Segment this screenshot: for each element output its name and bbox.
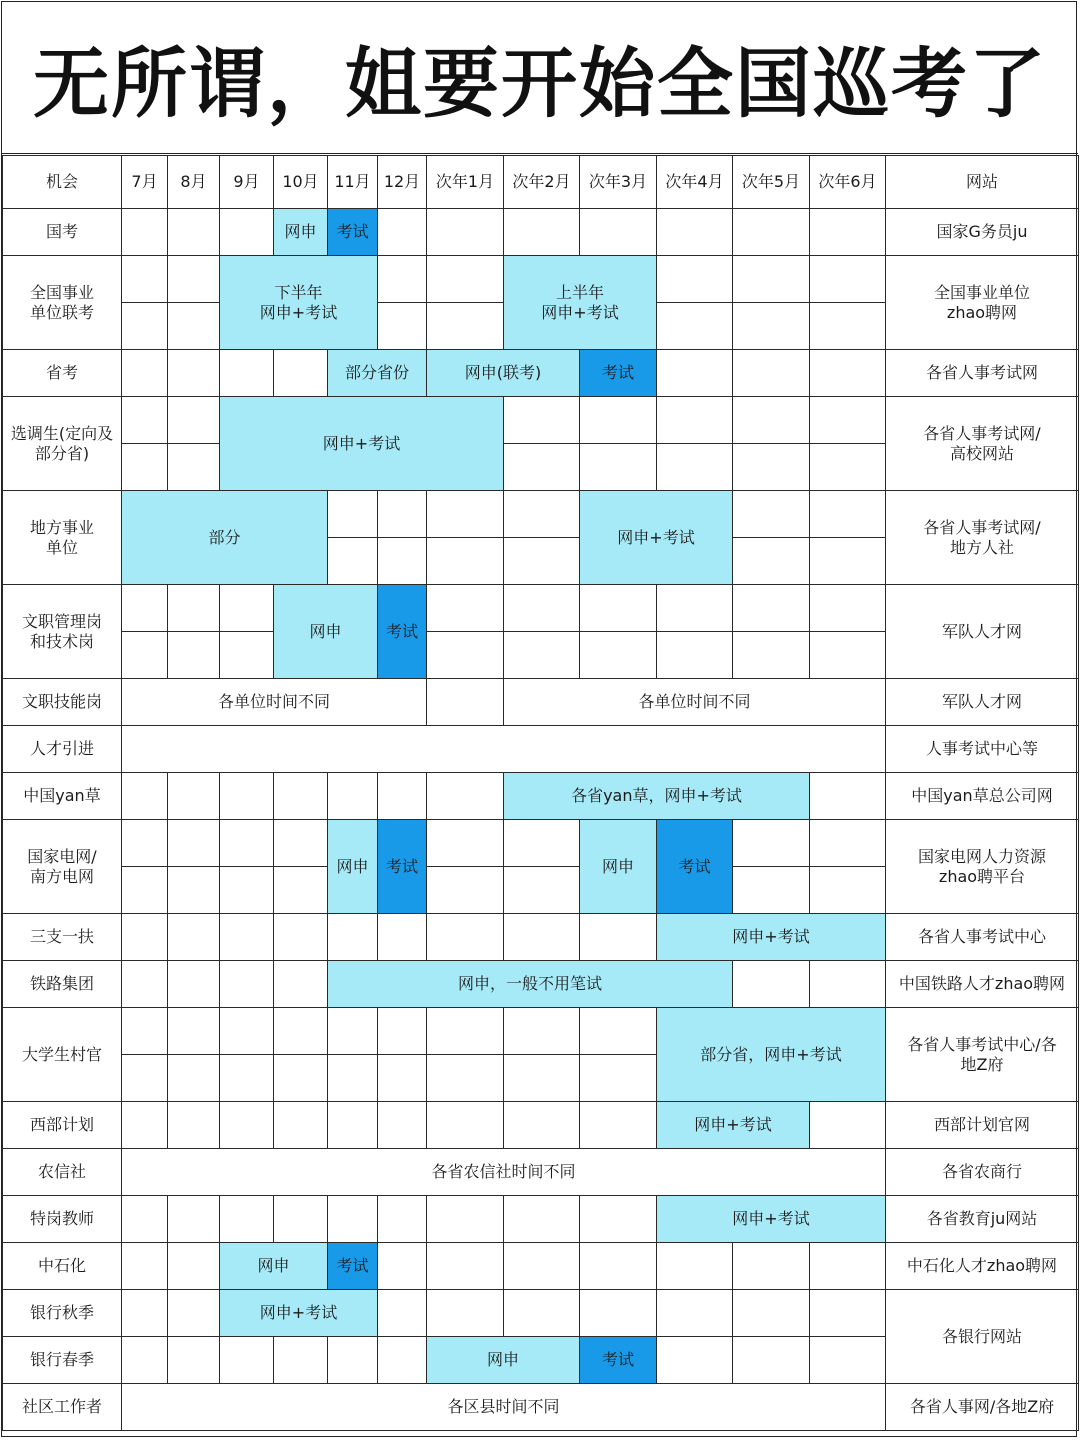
row-nongxin [3, 1149, 1079, 1196]
note-span: 各单位时间不同 [504, 679, 886, 726]
row-yinhangqiu [3, 1290, 1079, 1337]
row-label: 中国yan草 [3, 773, 122, 820]
month-header: 次年4月 [657, 156, 733, 209]
row-cunguan [3, 1008, 1079, 1055]
month-header: 次年1月 [427, 156, 504, 209]
website-cell: 各银行网站 [886, 1290, 1079, 1384]
website-cell: 各省农商行 [886, 1149, 1079, 1196]
month-header: 9月 [220, 156, 274, 209]
row-shengkao [3, 350, 1079, 397]
row-yancao [3, 773, 1079, 820]
row-label: 文职管理岗 和技术岗 [3, 585, 122, 679]
website-cell: 中国铁路人才zhao聘网 [886, 961, 1079, 1008]
row-dianwang [3, 820, 1079, 867]
row-label: 社区工作者 [3, 1384, 122, 1431]
apply-cell: 网申 [328, 820, 378, 914]
row-tielu [3, 961, 1079, 1008]
exam-cell: 考试 [580, 350, 657, 397]
row-label: 中石化 [3, 1243, 122, 1290]
header-opportunity: 机会 [3, 156, 122, 209]
row-rencai [3, 726, 1079, 773]
row-label: 特岗教师 [3, 1196, 122, 1243]
apply-exam-span: 网申+考试 [657, 914, 886, 961]
header-website: 网站 [886, 156, 1079, 209]
month-header: 8月 [168, 156, 220, 209]
row-label: 西部计划 [3, 1102, 122, 1149]
website-cell: 军队人才网 [886, 585, 1079, 679]
row-label: 全国事业 单位联考 [3, 256, 122, 350]
row-label: 人才引进 [3, 726, 122, 773]
month-header: 次年5月 [733, 156, 810, 209]
website-cell: 中国yan草总公司网 [886, 773, 1079, 820]
website-cell: 人事考试中心等 [886, 726, 1079, 773]
website-cell: 西部计划官网 [886, 1102, 1079, 1149]
apply-cell: 网申(联考) [427, 350, 580, 397]
website-cell: 各省人事考试中心 [886, 914, 1079, 961]
exam-cell: 考试 [378, 585, 427, 679]
exam-cell: 考试 [580, 1337, 657, 1384]
month-header: 11月 [328, 156, 378, 209]
website-cell: 各省人事考试网/ 地方人社 [886, 491, 1079, 585]
row-jineng [3, 679, 1079, 726]
row-label: 农信社 [3, 1149, 122, 1196]
apply-span: 网申，一般不用笔试 [328, 961, 733, 1008]
row-difang [3, 491, 1079, 538]
apply-exam-span: 上半年 网申+考试 [504, 256, 657, 350]
apply-exam-span: 部分省，网申+考试 [657, 1008, 886, 1102]
apply-cell: 网申 [580, 820, 657, 914]
header-row [3, 156, 1079, 209]
apply-exam-span: 网申+考试 [657, 1102, 810, 1149]
partial-cell: 部分省份 [328, 350, 427, 397]
apply-exam-span: 各省yan草，网申+考试 [504, 773, 810, 820]
row-sanzhi [3, 914, 1079, 961]
row-label: 国家电网/ 南方电网 [3, 820, 122, 914]
month-header: 次年6月 [810, 156, 886, 209]
row-label: 银行春季 [3, 1337, 122, 1384]
row-label: 国考 [3, 209, 122, 256]
month-header: 7月 [122, 156, 168, 209]
row-tegang [3, 1196, 1079, 1243]
apply-cell: 网申 [220, 1243, 328, 1290]
row-label: 银行秋季 [3, 1290, 122, 1337]
website-cell: 中石化人才zhao聘网 [886, 1243, 1079, 1290]
apply-exam-span: 网申+考试 [220, 397, 504, 491]
website-cell: 军队人才网 [886, 679, 1079, 726]
month-header: 次年3月 [580, 156, 657, 209]
month-header: 12月 [378, 156, 427, 209]
note-span: 各单位时间不同 [122, 679, 427, 726]
apply-exam-span: 网申+考试 [580, 491, 733, 585]
row-xuandiao [3, 397, 1079, 444]
row-guokao [3, 209, 1079, 256]
month-header: 10月 [274, 156, 328, 209]
website-cell: 各省人事考试网/ 高校网站 [886, 397, 1079, 491]
row-zhongshihua [3, 1243, 1079, 1290]
row-label: 省考 [3, 350, 122, 397]
apply-exam-span: 网申+考试 [220, 1290, 378, 1337]
apply-cell: 网申 [274, 585, 378, 679]
partial-span: 部分 [122, 491, 328, 585]
website-cell: 国家G务员ju [886, 209, 1079, 256]
row-shiye [3, 256, 1079, 303]
note-span: 各省农信社时间不同 [122, 1149, 886, 1196]
website-cell: 各省人事网/各地Z府 [886, 1384, 1079, 1431]
apply-cell: 网申 [427, 1337, 580, 1384]
apply-exam-span: 网申+考试 [657, 1196, 886, 1243]
note-span: 各区县时间不同 [122, 1384, 886, 1431]
website-cell: 各省人事考试网 [886, 350, 1079, 397]
month-header: 次年2月 [504, 156, 580, 209]
exam-schedule-table [2, 155, 1079, 1431]
apply-cell: 网申 [274, 209, 328, 256]
row-label: 三支一扶 [3, 914, 122, 961]
page-title: 无所谓，姐要开始全国巡考了 [2, 2, 1078, 154]
exam-cell: 考试 [657, 820, 733, 914]
website-cell: 各省人事考试中心/各 地Z府 [886, 1008, 1079, 1102]
website-cell: 各省教育ju网站 [886, 1196, 1079, 1243]
row-xibu [3, 1102, 1079, 1149]
website-cell: 全国事业单位 zhao聘网 [886, 256, 1079, 350]
row-label: 选调生(定向及 部分省) [3, 397, 122, 491]
exam-cell: 考试 [328, 209, 378, 256]
row-label: 地方事业 单位 [3, 491, 122, 585]
row-shequ [3, 1384, 1079, 1431]
exam-cell: 考试 [378, 820, 427, 914]
website-cell: 国家电网人力资源 zhao聘平台 [886, 820, 1079, 914]
row-label: 大学生村官 [3, 1008, 122, 1102]
apply-exam-span: 下半年 网申+考试 [220, 256, 378, 350]
row-label: 铁路集团 [3, 961, 122, 1008]
row-wenzhi [3, 585, 1079, 632]
row-label: 文职技能岗 [3, 679, 122, 726]
exam-cell: 考试 [328, 1243, 378, 1290]
